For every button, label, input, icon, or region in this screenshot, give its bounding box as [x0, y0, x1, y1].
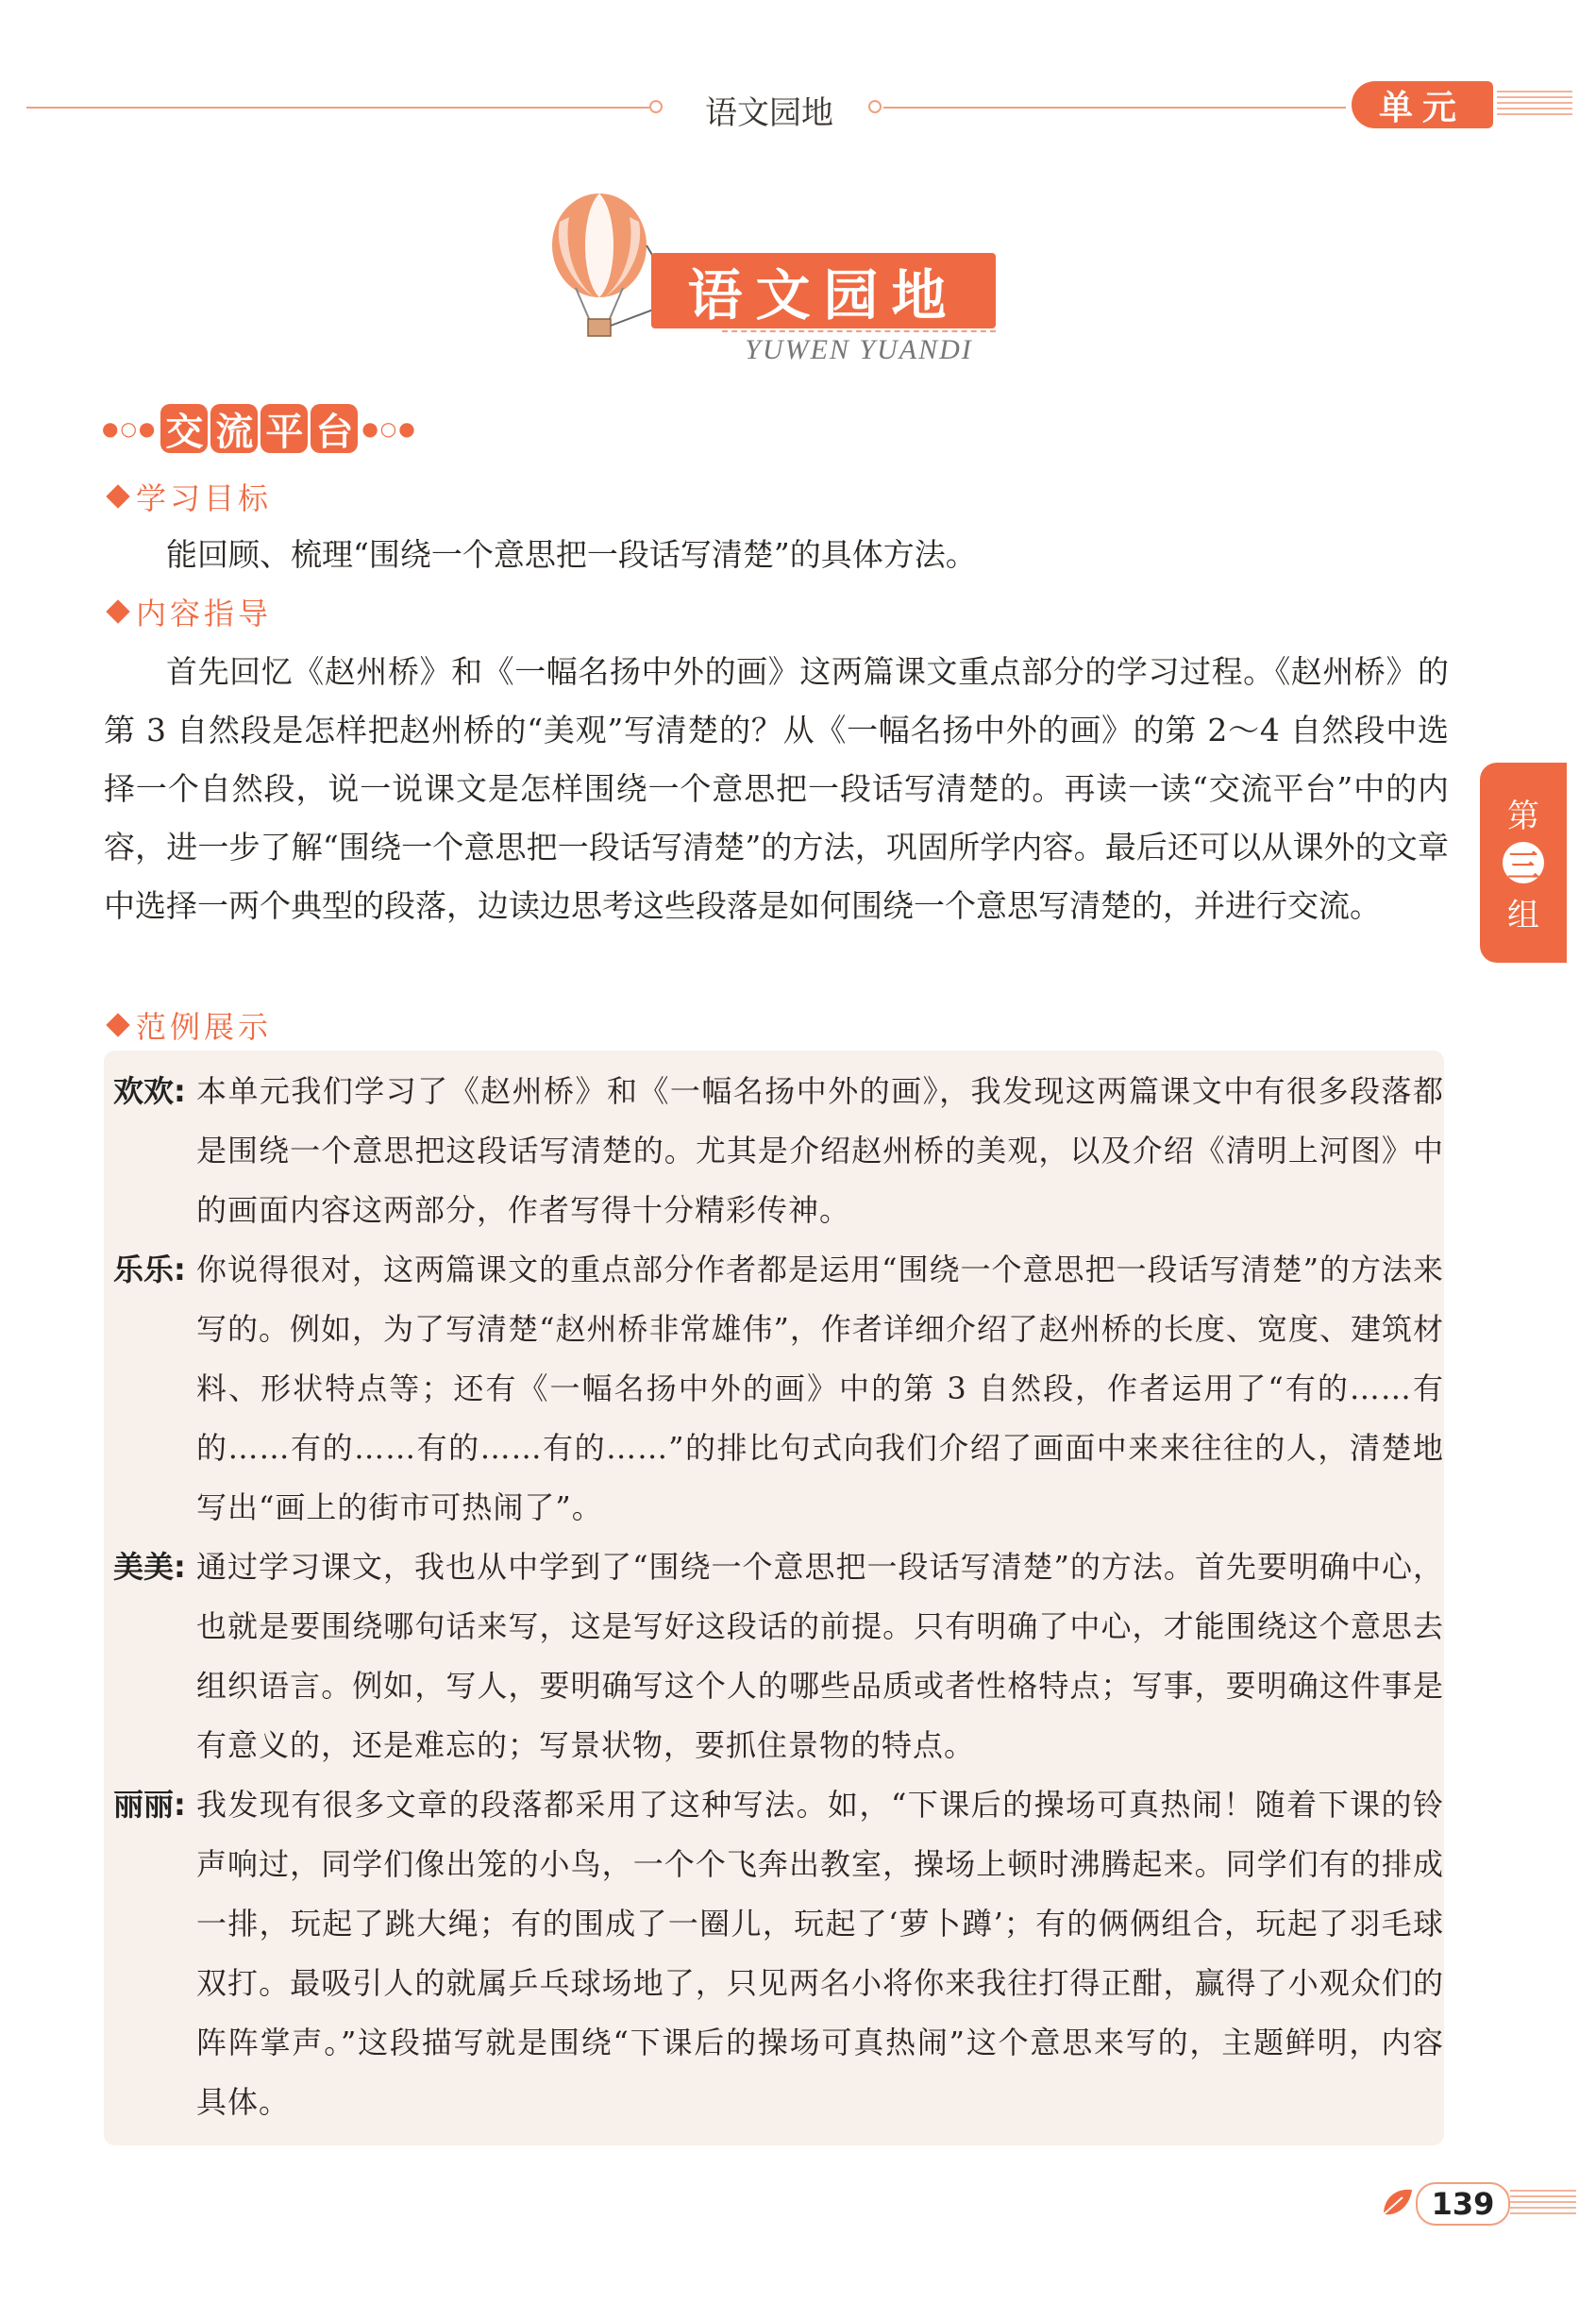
- dialog-speaker: 欢欢:: [113, 1073, 186, 1109]
- side-tab-number: 三: [1503, 842, 1544, 883]
- dialog-text: 通过学习课文，我也从中学到了“围绕一个意思把一段话写清楚”的方法。首先要明确中心，也就是要围绕哪句话来写，这是写好这段话的前提。只有明确了中心，才能围绕这个意思去组织语言。例如，写人，要明确写这个人的哪些品质或者性格特点；写事，要明确这件事是有意义的，还是难忘的；写景状物，要抓住景物的特点。: [196, 1549, 1444, 1763]
- side-tab-top: 第: [1507, 798, 1539, 835]
- header-stripes: [1497, 91, 1572, 119]
- guide-heading-text: 内容指导: [136, 596, 273, 631]
- dialog-entry: [113, 1240, 1444, 1538]
- section-tag: [102, 404, 417, 453]
- dialog-entry: [113, 1775, 1444, 2132]
- goal-heading-text: 学习目标: [136, 480, 273, 516]
- section-char: 流: [210, 404, 258, 453]
- running-header-title: 语文园地: [705, 94, 833, 132]
- dialog-speaker: 乐乐:: [113, 1252, 186, 1287]
- header-rule-left: [26, 107, 649, 109]
- dialog-entry: [113, 1538, 1444, 1775]
- hot-air-balloon-icon: [543, 193, 661, 345]
- header-rule-right: [883, 107, 1346, 109]
- goal-heading: [106, 475, 272, 518]
- dialog-text: 你说得很对，这两篇课文的重点部分作者都是运用“围绕一个意思把一段话写清楚”的方法来写的。例如，为了写清楚“赵州桥非常雄伟”，作者详细介绍了赵州桥的长度、宽度、建筑材料、形状特点等；还有《一幅名扬中外的画》中的第 3 自然段，作者运用了“有的……有的……有的……有的……有的……”的排比句式向我们介绍了画面中来来往往的人，清楚地写出“画上的街市可热闹了”。: [196, 1252, 1444, 1525]
- page-number: 139: [1416, 2182, 1510, 2226]
- diamond-bullet-icon: [106, 484, 129, 508]
- dialog-speaker: 丽丽:: [113, 1787, 186, 1823]
- chapter-title-banner: 语文园地: [651, 253, 996, 328]
- section-char: 交: [160, 404, 208, 453]
- guide-text: 首先回忆《赵州桥》和《一幅名扬中外的画》这两篇课文重点部分的学习过程。《赵州桥》的第 3 自然段是怎样把赵州桥的“美观”写清楚的？从《一幅名扬中外的画》的第 2～4 自然段中选择一个自然段，说一说课文是怎样围绕一个意思把一段话写清楚的。再读一读“交流平台”中的内容，进一步了解“围绕一个意思把一段话写清楚”的方法，巩固所学内容。最后还可以从课外的文章中选择一两个典型的段落，边读边思考这些段落是如何围绕一个意思写清楚的，并进行交流。: [104, 653, 1449, 924]
- header-rule-dot-right: [868, 100, 882, 113]
- guide-heading: [106, 590, 272, 633]
- dialog-entry: [113, 1062, 1444, 1240]
- dialog-text: 本单元我们学习了《赵州桥》和《一幅名扬中外的画》，我发现这两篇课文中有很多段落都是围绕一个意思把这段话写清楚的。尤其是介绍赵州桥的美观，以及介绍《清明上河图》中的画面内容这两部分，作者写得十分精彩传神。: [196, 1073, 1444, 1228]
- dialog-speaker: 美美:: [113, 1549, 186, 1585]
- leaf-icon: [1380, 2186, 1414, 2218]
- diamond-bullet-icon: [106, 1013, 129, 1036]
- example-heading-text: 范例展示: [136, 1009, 273, 1045]
- section-dots-left: ●○●: [102, 417, 158, 440]
- unit-badge: 单元: [1352, 81, 1493, 128]
- section-dots-right: ●○●: [361, 417, 417, 440]
- dialog-text: 我发现有很多文章的段落都采用了这种写法。如，“下课后的操场可真热闹！随着下课的铃声响过，同学们像出笼的小鸟，一个个飞奔出教室，操场上顿时沸腾起来。同学们有的排成一排，玩起了跳大绳；有的围成了一圈儿，玩起了‘萝卜蹲’；有的俩俩组合，玩起了羽毛球双打。最吸引人的就属乒乓球场地了，只见两名小将你来我往打得正酣，赢得了小观众们的阵阵掌声。”这段描写就是围绕“下课后的操场可真热闹”这个意思来写的，主题鲜明，内容具体。: [196, 1787, 1444, 2120]
- section-char: 平: [260, 404, 308, 453]
- diamond-bullet-icon: [106, 599, 129, 623]
- chapter-title-pinyin: YUWEN YUANDI: [722, 330, 996, 366]
- header-rule-dot-left: [649, 100, 663, 113]
- side-tab-bottom: 组: [1507, 897, 1539, 934]
- example-heading: [106, 1003, 272, 1047]
- footer-stripes: [1510, 2190, 1576, 2216]
- section-char: 台: [311, 404, 358, 453]
- unit-side-tab: [1480, 763, 1567, 963]
- goal-text: 能回顾、梳理“围绕一个意思把一段话写清楚”的具体方法。: [166, 536, 977, 573]
